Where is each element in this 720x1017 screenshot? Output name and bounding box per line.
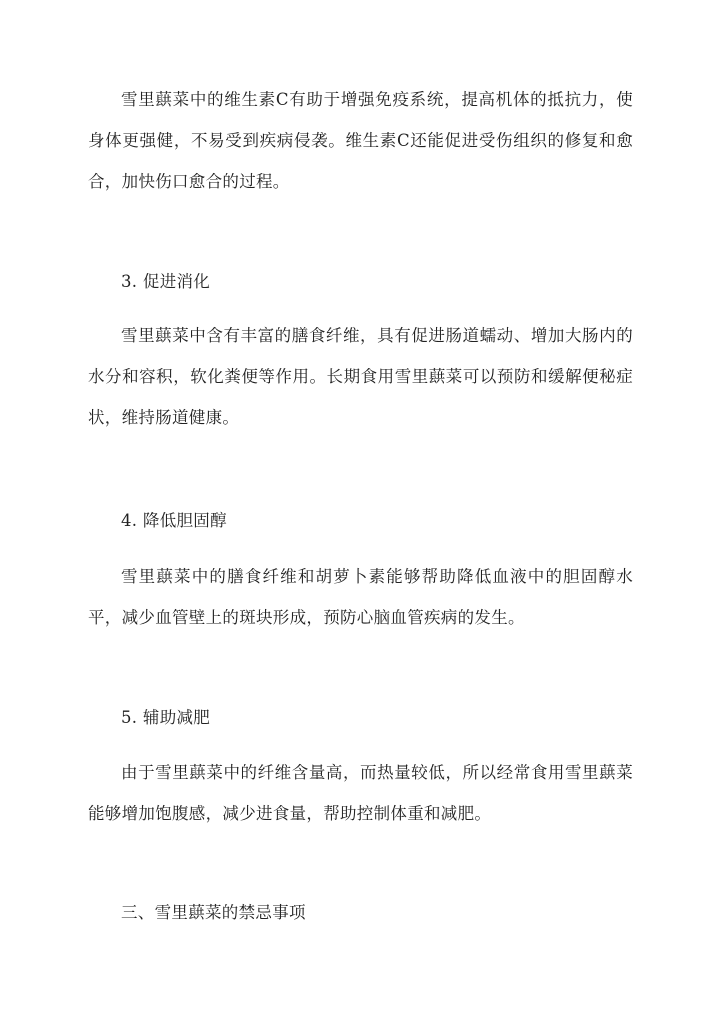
paragraph-cholesterol: 雪里蕻菜中的膳食纤维和胡萝卜素能够帮助降低血液中的胆固醇水平，减少血管壁上的斑块形成，预防心脑血管疾病的发生。 (88, 567, 633, 627)
heading-weight-loss: 5. 辅助减肥 (121, 708, 211, 727)
heading-promote-digestion: 3. 促进消化 (121, 272, 211, 291)
paragraph-digestion: 雪里蕻菜中含有丰富的膳食纤维，具有促进肠道蠕动、增加大肠内的水分和容积，软化粪便等作用。长期食用雪里蕻菜可以预防和缓解便秘症状，维持肠道健康。 (88, 326, 633, 427)
heading-contraindications: 三、雪里蕻菜的禁忌事项 (121, 903, 306, 922)
heading-lower-cholesterol: 4. 降低胆固醇 (121, 511, 227, 530)
paragraph-weight-loss: 由于雪里蕻菜中的纤维含量高，而热量较低，所以经常食用雪里蕻菜能够增加饱腹感，减少进食量，帮助控制体重和减肥。 (88, 763, 633, 823)
paragraph-vitamin-c: 雪里蕻菜中的维生素C有助于增强免疫系统，提高机体的抵抗力，使身体更强健，不易受到疾病侵袭。维生素C还能促进受伤组织的修复和愈合，加快伤口愈合的过程。 (88, 90, 633, 191)
